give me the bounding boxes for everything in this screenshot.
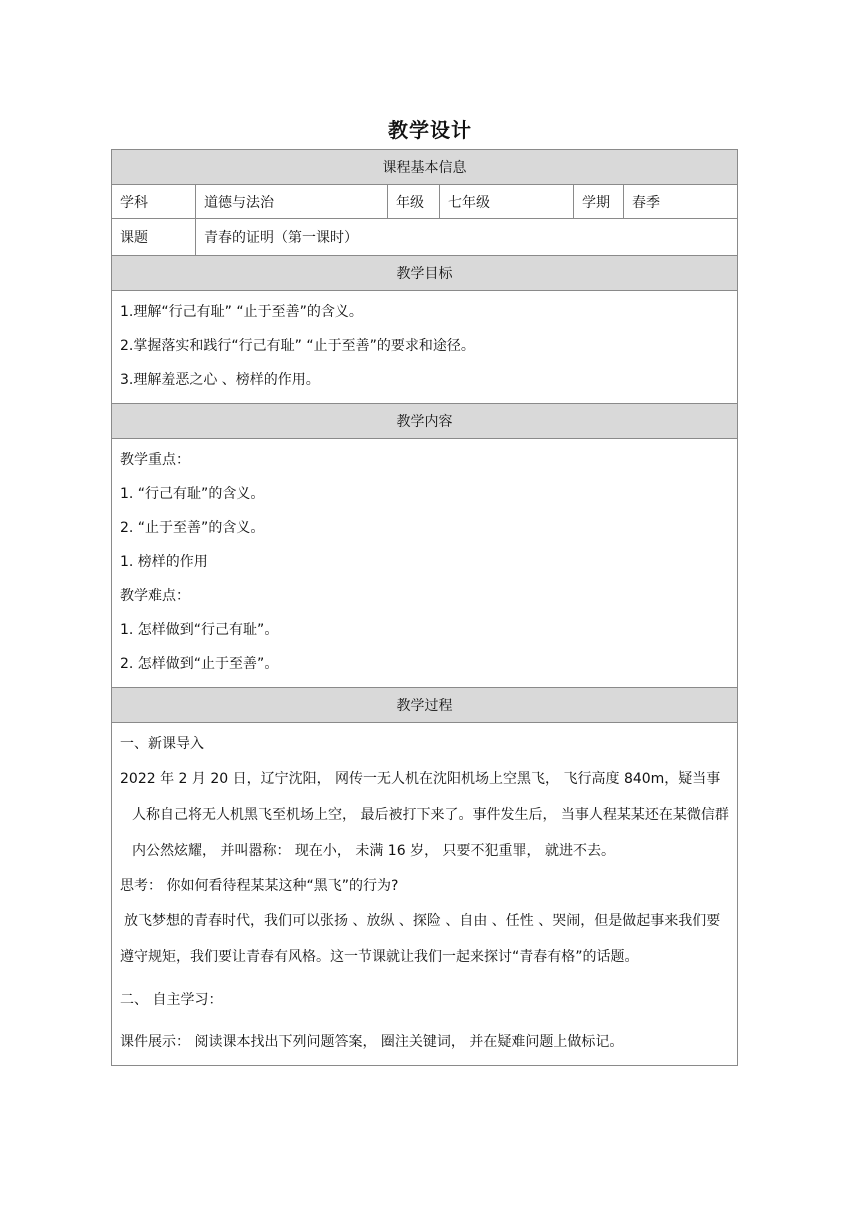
topic-value: 青春的证明（第一课时） <box>196 219 738 256</box>
lesson-plan-table <box>111 149 738 1066</box>
objective-item: 3.理解羞恶之心 、榜样的作用。 <box>120 372 320 388</box>
courseware-instruction: 课件展示： 阅读课本找出下列问题答案， 圈注关键词， 并在疑难问题上做标记。 <box>120 1034 624 1050</box>
term-label: 学期 <box>574 185 624 219</box>
difficult-points-label: 教学难点： <box>120 588 190 604</box>
topic-label: 课题 <box>112 219 196 256</box>
key-points-label: 教学重点： <box>120 452 190 468</box>
difficult-point-item: 1. 怎样做到“行己有耻”。 <box>120 622 279 638</box>
objectives-header: 教学目标 <box>112 256 738 291</box>
content-header: 教学内容 <box>112 404 738 439</box>
basic-info-header: 课程基本信息 <box>112 150 738 185</box>
key-point-item: 1. 榜样的作用 <box>120 554 208 570</box>
section-title-self-study: 二、 自主学习： <box>120 992 223 1008</box>
term-value: 春季 <box>624 185 738 219</box>
process-header: 教学过程 <box>112 688 738 723</box>
transition-paragraph: 放飞梦想的青春时代，我们可以张扬 、放纵 、探险 、自由 、任性 、哭闹，但是做起事来我们要遵守规矩，我们要让青春有风格。这一节课就让我们一起来探讨“青春有格”的话题。 <box>120 913 721 965</box>
key-point-item: 1. “行己有耻”的含义。 <box>120 486 265 502</box>
objective-item: 1.理解“行己有耻” “止于至善”的含义。 <box>120 304 363 320</box>
grade-label: 年级 <box>388 185 440 219</box>
think-question: 思考： 你如何看待程某某这种“黑飞”的行为? <box>120 878 399 894</box>
section-title-intro: 一、新课导入 <box>120 736 204 752</box>
case-story: 2022 年 2 月 20 日，辽宁沈阳， 网传一无人机在沈阳机场上空黑飞， 飞行高度 840m，疑当事人称自己将无人机黑飞至机场上空， 最后被打下来了。事件发生后， 当事人程某某还在某微信群内公然炫耀， 并叫嚣称： 现在小， 未满 16 岁， 只要不犯重罪， 就进不去。 <box>120 771 729 859</box>
difficult-point-item: 2. 怎样做到“止于至善”。 <box>120 656 279 672</box>
document-title: 教学设计 <box>388 118 472 142</box>
process-body <box>112 723 738 1066</box>
objective-item: 2.掌握落实和践行“行己有耻” “止于至善”的要求和途径。 <box>120 338 475 354</box>
key-point-item: 2. “止于至善”的含义。 <box>120 520 265 536</box>
grade-value: 七年级 <box>440 185 574 219</box>
objectives-body <box>112 291 738 404</box>
subject-value: 道德与法治 <box>196 185 388 219</box>
subject-label: 学科 <box>112 185 196 219</box>
content-body <box>112 439 738 688</box>
